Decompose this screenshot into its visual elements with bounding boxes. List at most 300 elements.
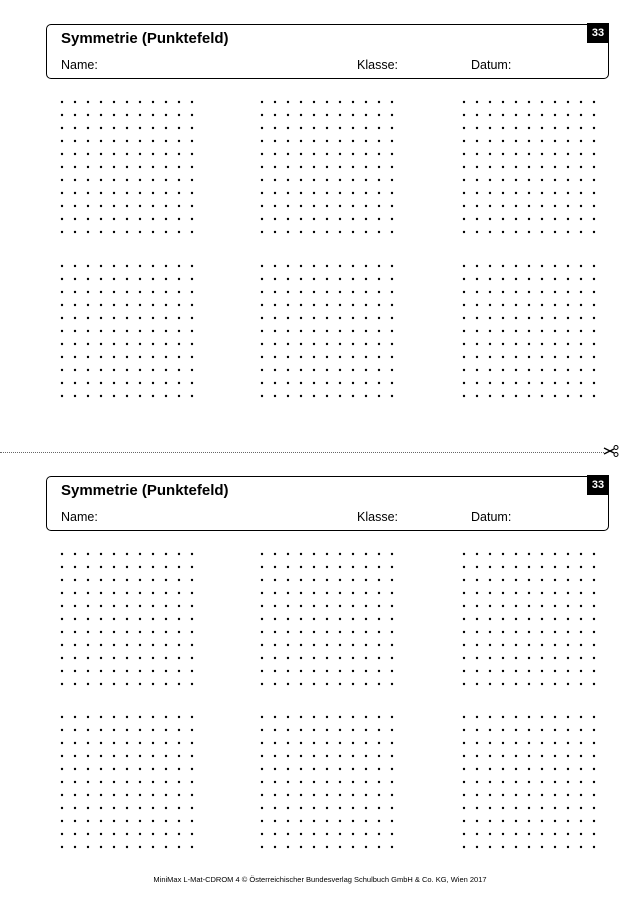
grid-dot <box>463 755 465 757</box>
grid-dot <box>489 618 491 620</box>
grid-dot <box>113 579 115 581</box>
grid-dot <box>191 369 193 371</box>
grid-dot <box>352 356 354 358</box>
grid-dot <box>352 114 354 116</box>
grid-dot <box>152 192 154 194</box>
grid-dot <box>476 846 478 848</box>
grid-dot <box>593 657 595 659</box>
grid-dot <box>326 566 328 568</box>
grid-dot <box>339 343 341 345</box>
grid-dot <box>567 644 569 646</box>
grid-dot <box>365 330 367 332</box>
grid-dot <box>378 683 380 685</box>
grid-dot <box>515 179 517 181</box>
grid-dot <box>391 755 393 757</box>
grid-dot <box>126 742 128 744</box>
grid-dot <box>567 768 569 770</box>
grid-dot <box>502 231 504 233</box>
grid-dot <box>191 794 193 796</box>
grid-dot <box>502 781 504 783</box>
grid-dot <box>178 343 180 345</box>
grid-dot <box>365 683 367 685</box>
grid-dot <box>515 317 517 319</box>
grid-dot <box>126 218 128 220</box>
grid-dot <box>113 330 115 332</box>
grid-dot <box>541 794 543 796</box>
grid-dot <box>165 101 167 103</box>
grid-dot <box>515 140 517 142</box>
grid-dot <box>391 579 393 581</box>
grid-dot <box>515 192 517 194</box>
grid-dot <box>152 729 154 731</box>
grid-dot <box>87 755 89 757</box>
grid-dot <box>126 205 128 207</box>
grid-dot <box>326 820 328 822</box>
grid-dot <box>191 670 193 672</box>
grid-dot <box>300 833 302 835</box>
grid-dot <box>528 716 530 718</box>
grid-dot <box>580 644 582 646</box>
grid-dot <box>463 592 465 594</box>
grid-dot <box>339 644 341 646</box>
grid-dot <box>541 716 543 718</box>
grid-dot <box>378 127 380 129</box>
grid-dot <box>541 631 543 633</box>
grid-dot <box>593 794 595 796</box>
grid-dot <box>100 317 102 319</box>
grid-dot <box>567 166 569 168</box>
grid-dot <box>74 304 76 306</box>
grid-dot <box>541 356 543 358</box>
grid-dot <box>313 794 315 796</box>
grid-dot <box>74 657 76 659</box>
grid-dot <box>502 317 504 319</box>
grid-dot <box>165 605 167 607</box>
grid-dot <box>126 553 128 555</box>
grid-dot <box>365 807 367 809</box>
grid-dot <box>152 670 154 672</box>
grid-dot <box>61 369 63 371</box>
grid-dot <box>326 317 328 319</box>
grid-dot <box>61 356 63 358</box>
grid-dot <box>300 166 302 168</box>
grid-dot <box>365 317 367 319</box>
grid-dot <box>463 742 465 744</box>
grid-dot <box>178 127 180 129</box>
grid-dot <box>326 631 328 633</box>
grid-dot <box>378 153 380 155</box>
grid-dot <box>339 579 341 581</box>
grid-dot <box>191 592 193 594</box>
grid-dot <box>515 579 517 581</box>
grid-dot <box>126 140 128 142</box>
grid-dot <box>352 369 354 371</box>
grid-dot <box>489 755 491 757</box>
grid-dot <box>287 317 289 319</box>
grid-dot <box>541 166 543 168</box>
grid-dot <box>152 553 154 555</box>
grid-dot <box>567 153 569 155</box>
grid-dot <box>100 343 102 345</box>
grid-dot <box>339 265 341 267</box>
grid-dot <box>541 592 543 594</box>
grid-dot <box>567 631 569 633</box>
grid-dot <box>313 846 315 848</box>
grid-dot <box>593 820 595 822</box>
grid-dot <box>74 330 76 332</box>
grid-dot <box>87 166 89 168</box>
grid-dot <box>274 618 276 620</box>
grid-dot <box>126 330 128 332</box>
grid-dot <box>528 153 530 155</box>
grid-dot <box>100 644 102 646</box>
grid-dot <box>61 101 63 103</box>
grid-dot <box>365 205 367 207</box>
grid-dot <box>300 781 302 783</box>
grid-dot <box>339 729 341 731</box>
grid-dot <box>61 683 63 685</box>
grid-dot <box>100 291 102 293</box>
grid-dot <box>74 781 76 783</box>
grid-dot <box>554 192 556 194</box>
grid-dot <box>87 566 89 568</box>
grid-dot <box>391 356 393 358</box>
grid-dot <box>152 716 154 718</box>
grid-dot <box>287 218 289 220</box>
grid-dot <box>339 218 341 220</box>
grid-dot <box>580 205 582 207</box>
grid-dot <box>528 330 530 332</box>
grid-dot <box>61 166 63 168</box>
grid-dot <box>580 768 582 770</box>
grid-dot <box>541 343 543 345</box>
grid-dot <box>463 395 465 397</box>
grid-dot <box>528 343 530 345</box>
grid-dot <box>178 742 180 744</box>
grid-dot <box>126 781 128 783</box>
grid-dot <box>502 166 504 168</box>
grid-dot <box>191 716 193 718</box>
grid-dot <box>61 153 63 155</box>
grid-dot <box>287 755 289 757</box>
grid-dot <box>300 343 302 345</box>
grid-dot <box>528 657 530 659</box>
grid-dot <box>391 820 393 822</box>
grid-dot <box>100 179 102 181</box>
grid-dot <box>152 369 154 371</box>
grid-dot <box>339 356 341 358</box>
grid-dot <box>554 291 556 293</box>
grid-dot <box>274 278 276 280</box>
grid-dot <box>528 291 530 293</box>
grid-dot <box>74 127 76 129</box>
grid-dot <box>261 140 263 142</box>
grid-dot <box>580 278 582 280</box>
grid-dot <box>152 153 154 155</box>
grid-dot <box>580 781 582 783</box>
grid-dot <box>274 644 276 646</box>
grid-dot <box>567 278 569 280</box>
grid-dot <box>178 755 180 757</box>
grid-dot <box>87 768 89 770</box>
grid-dot <box>463 579 465 581</box>
grid-dot <box>139 304 141 306</box>
grid-dot <box>287 820 289 822</box>
grid-dot <box>365 781 367 783</box>
grid-dot <box>339 670 341 672</box>
grid-dot <box>476 265 478 267</box>
grid-dot <box>378 166 380 168</box>
grid-dot <box>541 153 543 155</box>
grid-dot <box>352 579 354 581</box>
grid-dot <box>580 846 582 848</box>
grid-dot <box>593 729 595 731</box>
grid-dot <box>528 833 530 835</box>
grid-dot <box>567 395 569 397</box>
grid-dot <box>74 820 76 822</box>
grid-dot <box>352 231 354 233</box>
grid-dot <box>313 382 315 384</box>
grid-dot <box>274 683 276 685</box>
grid-dot <box>554 657 556 659</box>
grid-dot <box>365 140 367 142</box>
grid-dot <box>489 101 491 103</box>
dot-grid <box>460 550 600 690</box>
grid-dot <box>593 291 595 293</box>
grid-dot <box>528 114 530 116</box>
grid-dot <box>489 781 491 783</box>
grid-dot <box>352 833 354 835</box>
grid-dot <box>391 153 393 155</box>
grid-dot <box>593 153 595 155</box>
grid-dot <box>313 127 315 129</box>
grid-dot <box>528 820 530 822</box>
grid-dot <box>365 395 367 397</box>
grid-dot <box>300 369 302 371</box>
grid-dot <box>191 265 193 267</box>
grid-dot <box>126 369 128 371</box>
grid-dot <box>541 231 543 233</box>
grid-dot <box>502 304 504 306</box>
grid-dot <box>178 657 180 659</box>
grid-dot <box>300 618 302 620</box>
grid-dot <box>113 278 115 280</box>
grid-dot <box>541 781 543 783</box>
grid-dot <box>287 768 289 770</box>
grid-dot <box>541 553 543 555</box>
grid-dot <box>489 716 491 718</box>
grid-dot <box>300 395 302 397</box>
grid-dot <box>528 553 530 555</box>
grid-dot <box>463 304 465 306</box>
grid-dot <box>326 343 328 345</box>
grid-dot <box>113 153 115 155</box>
grid-dot <box>476 670 478 672</box>
grid-dot <box>113 101 115 103</box>
grid-dot <box>113 179 115 181</box>
grid-dot <box>274 781 276 783</box>
grid-dot <box>326 231 328 233</box>
grid-dot <box>489 231 491 233</box>
grid-dot <box>287 356 289 358</box>
grid-dot <box>61 781 63 783</box>
grid-dot <box>463 605 465 607</box>
grid-dot <box>191 317 193 319</box>
grid-dot <box>580 317 582 319</box>
grid-dot <box>178 670 180 672</box>
grid-dot <box>274 265 276 267</box>
grid-dot <box>178 304 180 306</box>
grid-dot <box>313 317 315 319</box>
grid-dot <box>593 631 595 633</box>
worksheet-header <box>46 476 609 531</box>
grid-dot <box>126 657 128 659</box>
grid-dot <box>152 683 154 685</box>
grid-dot <box>339 382 341 384</box>
grid-dot <box>287 304 289 306</box>
grid-dot <box>463 644 465 646</box>
grid-dot <box>100 382 102 384</box>
grid-dot <box>87 192 89 194</box>
grid-dot <box>152 807 154 809</box>
grid-dot <box>191 114 193 116</box>
grid-dot <box>391 566 393 568</box>
grid-dot <box>287 644 289 646</box>
grid-dot <box>580 618 582 620</box>
grid-dot <box>165 304 167 306</box>
grid-dot <box>152 231 154 233</box>
grid-dot <box>391 101 393 103</box>
grid-dot <box>100 166 102 168</box>
grid-dot <box>365 179 367 181</box>
grid-dot <box>113 716 115 718</box>
grid-dot <box>554 605 556 607</box>
grid-dot <box>580 369 582 371</box>
grid-dot <box>326 356 328 358</box>
grid-dot <box>300 631 302 633</box>
grid-dot <box>191 807 193 809</box>
grid-dot <box>378 291 380 293</box>
grid-dot <box>261 330 263 332</box>
grid-dot <box>378 592 380 594</box>
grid-dot <box>61 742 63 744</box>
grid-dot <box>476 553 478 555</box>
grid-dot <box>113 231 115 233</box>
grid-dot <box>139 716 141 718</box>
grid-dot <box>463 846 465 848</box>
grid-dot <box>378 179 380 181</box>
grid-dot <box>178 768 180 770</box>
grid-dot <box>165 278 167 280</box>
grid-dot <box>152 579 154 581</box>
name-label: Name: <box>61 510 98 524</box>
grid-dot <box>567 579 569 581</box>
grid-dot <box>100 657 102 659</box>
grid-dot <box>113 127 115 129</box>
grid-dot <box>541 291 543 293</box>
grid-dot <box>165 205 167 207</box>
grid-dot <box>528 618 530 620</box>
grid-dot <box>313 631 315 633</box>
date-label: Datum: <box>471 510 512 524</box>
grid-dot <box>567 127 569 129</box>
grid-dot <box>580 820 582 822</box>
grid-dot <box>178 644 180 646</box>
grid-dot <box>165 291 167 293</box>
grid-dot <box>61 179 63 181</box>
grid-dot <box>261 781 263 783</box>
grid-dot <box>165 683 167 685</box>
grid-dot <box>61 631 63 633</box>
grid-dot <box>74 833 76 835</box>
grid-dot <box>554 218 556 220</box>
grid-dot <box>100 670 102 672</box>
grid-dot <box>87 179 89 181</box>
grid-dot <box>126 153 128 155</box>
grid-dot <box>476 716 478 718</box>
grid-dot <box>152 205 154 207</box>
grid-dot <box>515 114 517 116</box>
grid-dot <box>100 395 102 397</box>
grid-dot <box>489 153 491 155</box>
grid-dot <box>313 670 315 672</box>
grid-dot <box>191 781 193 783</box>
grid-dot <box>113 781 115 783</box>
grid-dot <box>528 356 530 358</box>
grid-dot <box>528 644 530 646</box>
grid-dot <box>352 781 354 783</box>
grid-dot <box>139 657 141 659</box>
grid-dot <box>139 631 141 633</box>
grid-dot <box>339 140 341 142</box>
grid-dot <box>391 278 393 280</box>
grid-dot <box>287 631 289 633</box>
grid-dot <box>567 833 569 835</box>
grid-dot <box>165 553 167 555</box>
grid-dot <box>113 592 115 594</box>
grid-dot <box>100 356 102 358</box>
grid-dot <box>515 807 517 809</box>
grid-dot <box>126 382 128 384</box>
grid-dot <box>365 218 367 220</box>
grid-dot <box>580 343 582 345</box>
grid-dot <box>300 768 302 770</box>
grid-dot <box>165 794 167 796</box>
grid-dot <box>126 683 128 685</box>
grid-dot <box>515 278 517 280</box>
grid-dot <box>463 140 465 142</box>
grid-dot <box>165 631 167 633</box>
grid-dot <box>261 278 263 280</box>
grid-dot <box>352 166 354 168</box>
grid-dot <box>554 807 556 809</box>
grid-dot <box>463 683 465 685</box>
grid-dot <box>391 768 393 770</box>
grid-dot <box>326 369 328 371</box>
grid-dot <box>326 395 328 397</box>
grid-dot <box>165 140 167 142</box>
grid-dot <box>567 794 569 796</box>
grid-dot <box>378 330 380 332</box>
grid-dot <box>113 683 115 685</box>
grid-dot <box>139 114 141 116</box>
grid-dot <box>191 605 193 607</box>
grid-dot <box>391 140 393 142</box>
grid-dot <box>515 101 517 103</box>
grid-dot <box>191 846 193 848</box>
grid-dot <box>113 317 115 319</box>
grid-dot <box>74 231 76 233</box>
